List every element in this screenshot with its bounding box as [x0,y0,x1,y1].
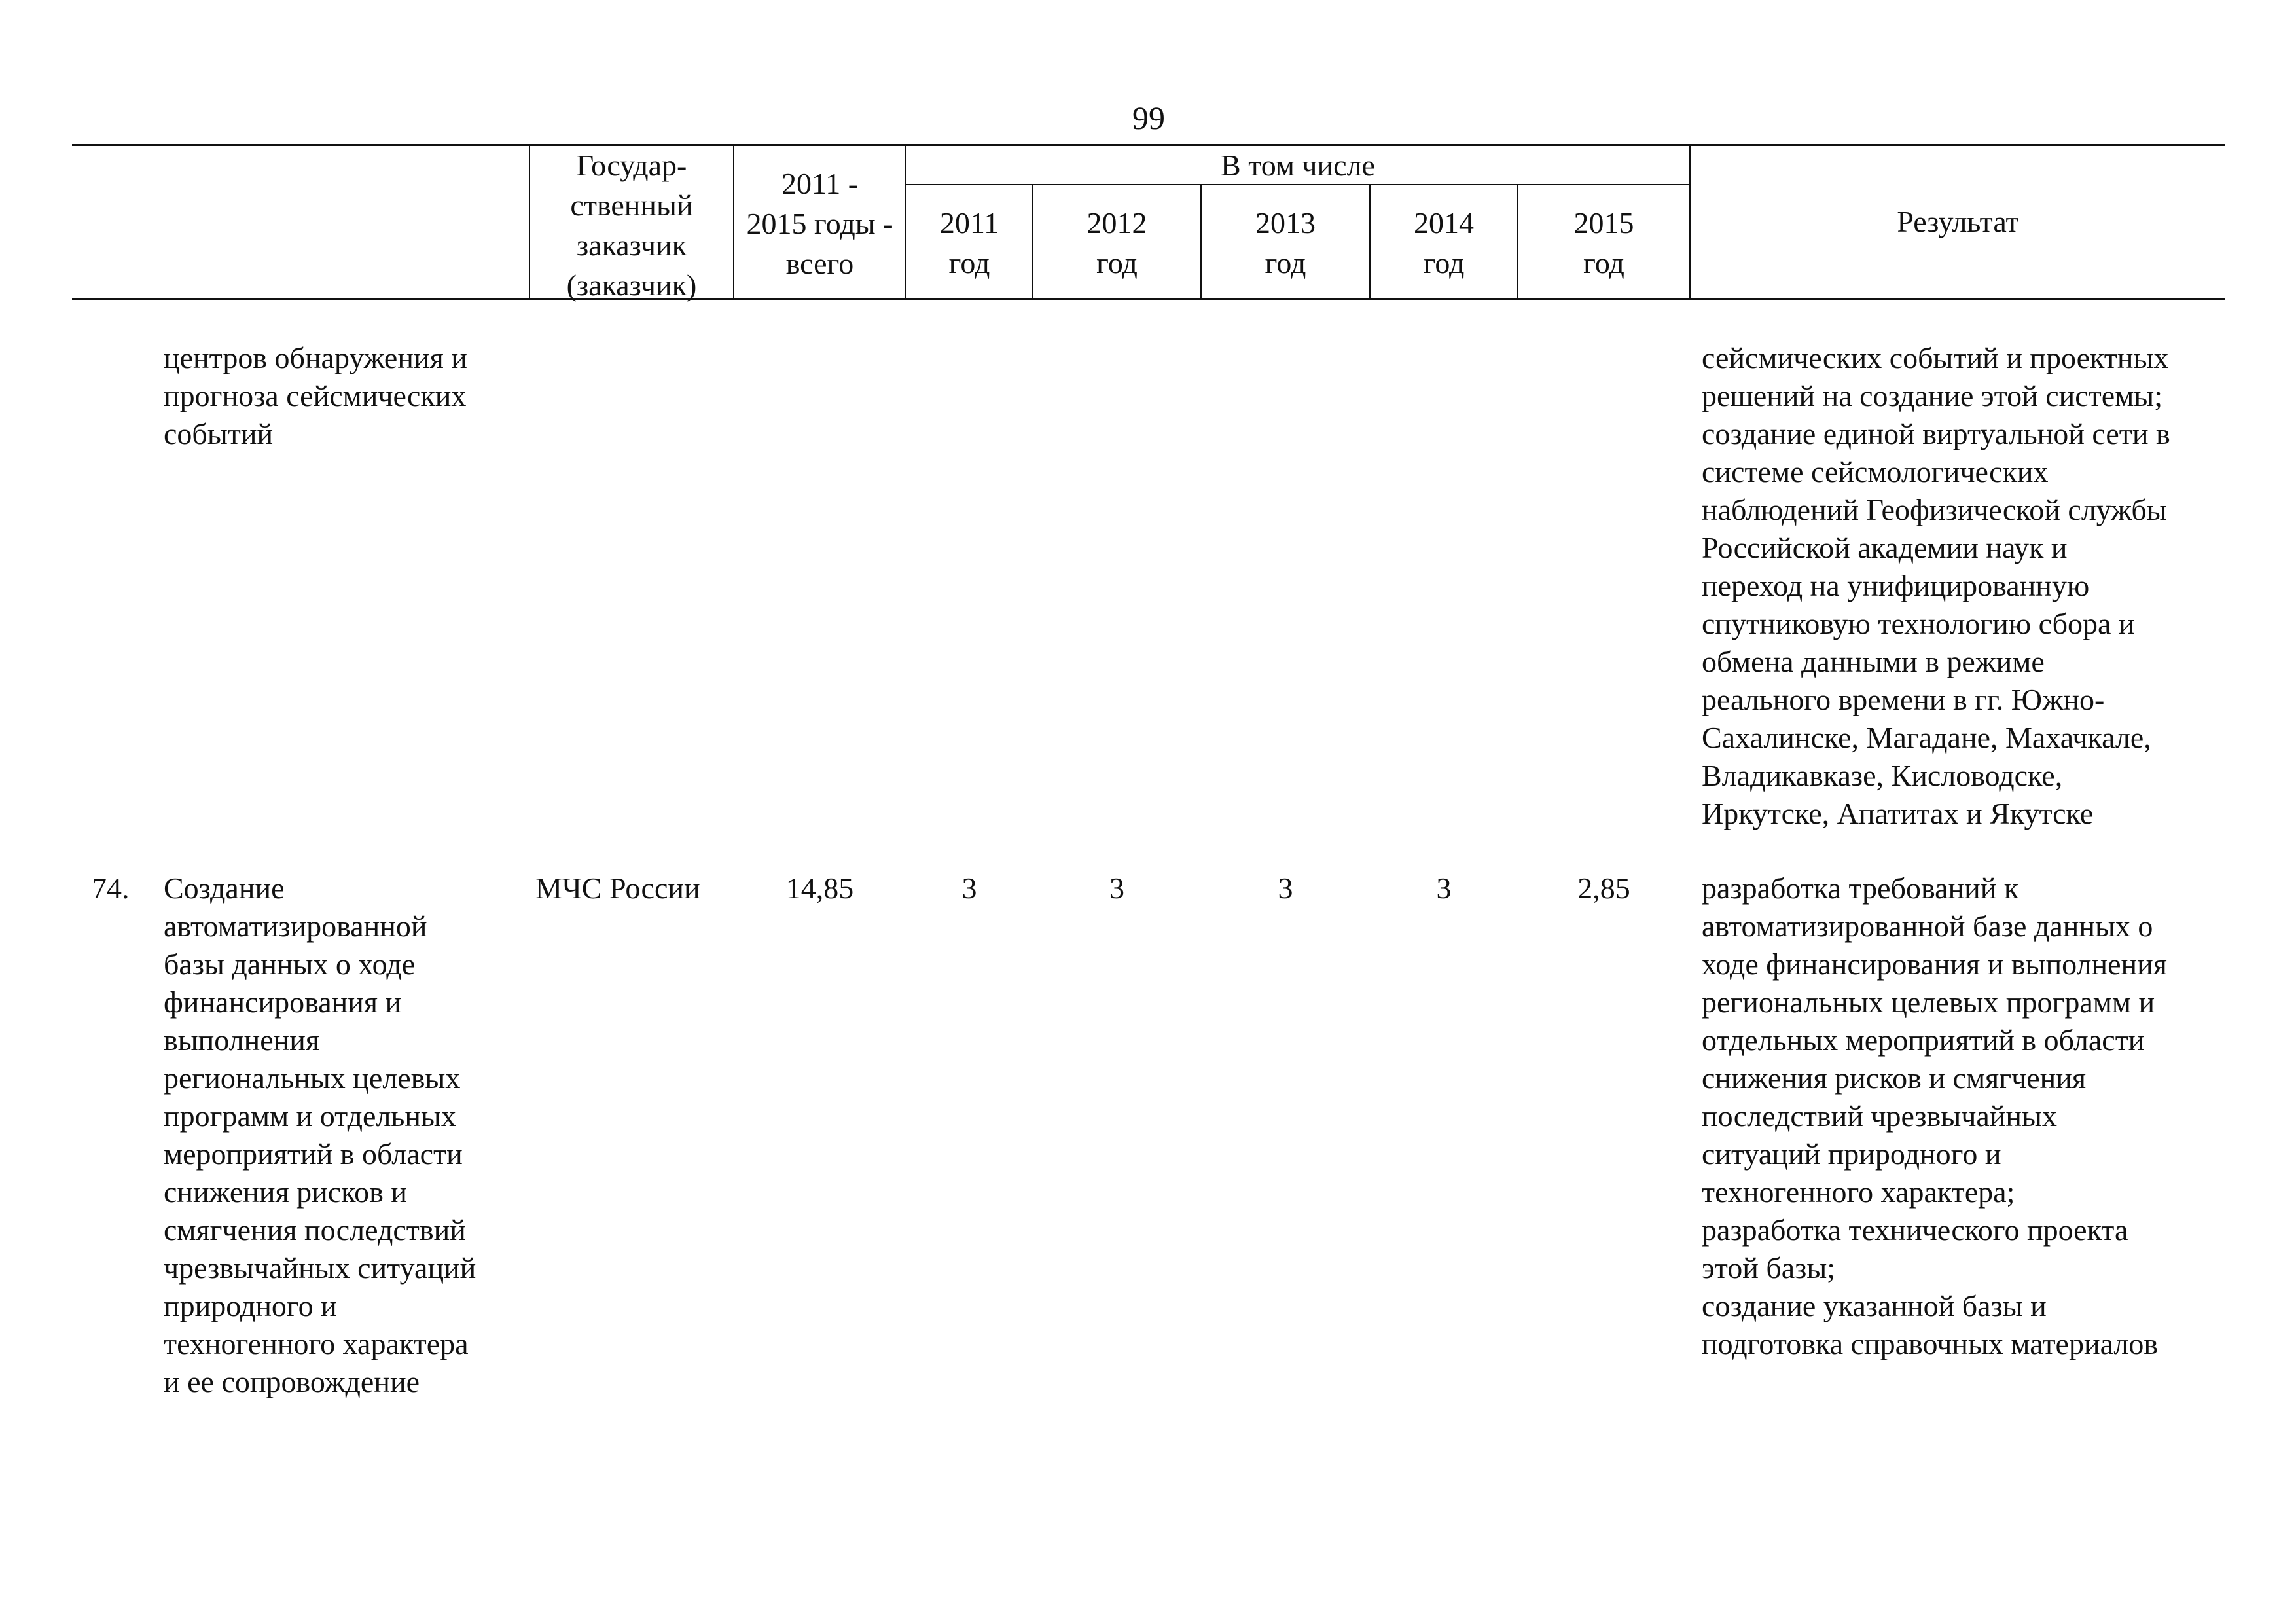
row-2-customer: МЧС России [535,871,700,905]
row-1-name: центров обнаружения и прогноза сейсмических событий [164,341,467,450]
row-2-total: 14,85 [785,871,854,905]
header-year-2011: 2011 год [939,206,999,280]
header-bottom-rule [72,298,2225,300]
row-2-name: Создание автоматизированной базы данных о ходе финансирования и выполнения региональных целевых программ и отдельных мероприятий в области снижения рисков и смягчения последствий чрезвычайных ситуаций природного и техногенного характера и ее сопровождение [164,871,476,1398]
row-2-year-2014: 3 [1436,871,1452,905]
header-year-2012: 2012 год [1086,206,1147,280]
page-number: 99 [1132,100,1165,136]
header-total: 2011 - 2015 годы - всего [746,167,893,280]
header-year-2013: 2013 год [1255,206,1316,280]
header-customer: Государ- ственный заказчик (заказчик) [566,149,697,302]
header-year-2015: 2015 год [1573,206,1634,280]
row-2-result: разработка требований к автоматизированной базе данных о ходе финансирования и выполнения региональных целевых программ и отдельных мероприятий в области снижения рисков и смягчения последствий чрезвычайных ситуаций природного и техногенного характера; разработка технического проекта этой базы; создание указанной базы и подготовка справочных материалов [1702,871,2167,1360]
row-1-result: сейсмических событий и проектных решений на создание этой системы; создание единой виртуальной сети в системе сейсмологических наблюдений Геофизической службы Российской академии наук и переход на унифицированную спутниковую технологию сбора и обмена данными в режиме реального времени в гг. Южно- Сахалинске, Магадане, Махачкале, Владикавказе, Кисловодске, Иркутске, Апатитах и Якутске [1702,341,2170,830]
header-result: Результат [1897,205,2019,238]
row-2-year-2015: 2,85 [1577,871,1630,905]
row-2-year-2011: 3 [961,871,977,905]
row-2-number: 74. [92,871,130,905]
header-including: В том числе [1221,149,1375,182]
row-2-year-2013: 3 [1278,871,1293,905]
col-divider-customer [529,144,530,299]
row-2-year-2012: 3 [1109,871,1124,905]
header-year-2014: 2014 год [1414,206,1474,280]
